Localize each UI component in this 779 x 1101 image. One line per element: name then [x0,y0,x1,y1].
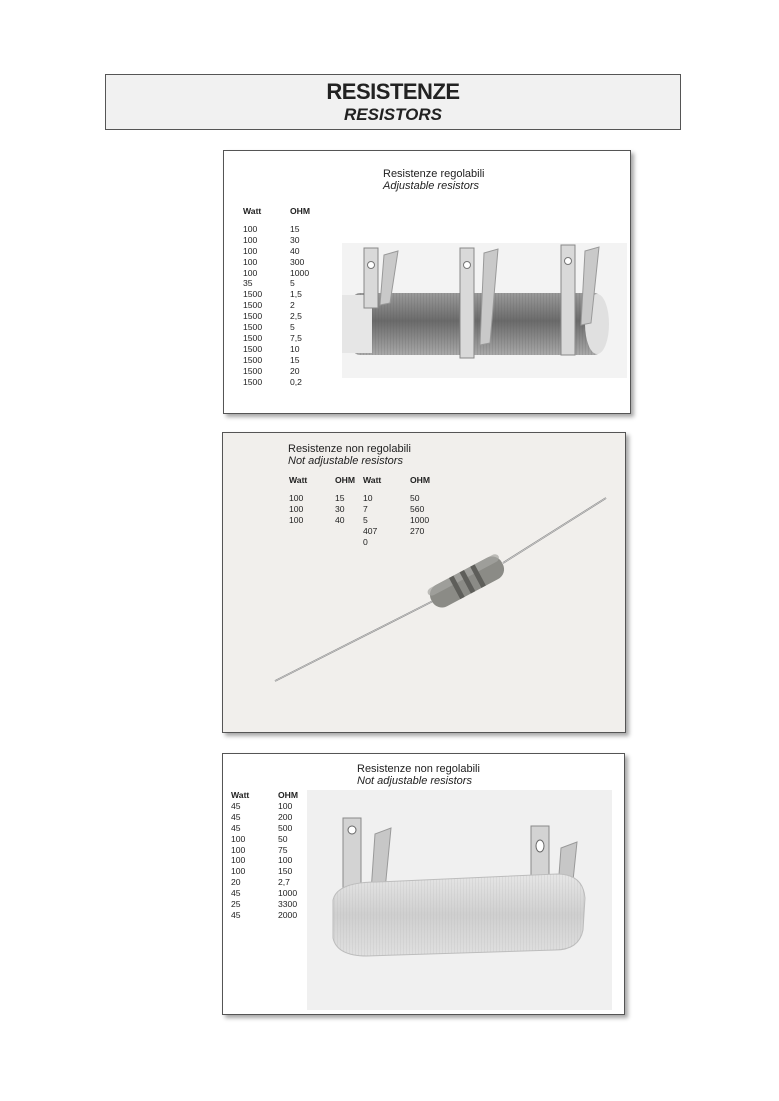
table-cell: 1500 [243,354,263,365]
ohm-column [290,206,310,388]
panel-title: Resistenze non regolabili [288,443,411,455]
table-cell: 15 [335,492,345,503]
table-cell: 1500 [243,343,263,354]
table-cell: 45 [231,888,241,899]
table-cell: 100 [243,267,258,278]
watt-header-2: Watt [363,475,382,485]
table-cell: 45 [231,822,241,833]
table-cell: 7,5 [290,332,302,343]
table-cell: 45 [231,909,241,920]
table-cell: 300 [290,256,305,267]
table-cell: 100 [243,234,258,245]
table-cell: 2,5 [290,311,302,322]
table-cell: 100 [289,503,304,514]
watt-column [243,206,262,388]
table-cell: 35 [243,278,253,289]
table-cell: 100 [231,844,246,855]
panel-title-block [288,443,411,467]
table-cell: 0 [363,536,368,547]
table-cell: 1000 [290,267,310,278]
table-cell: 45 [231,811,241,822]
watt-values [231,801,249,921]
ceramic-resistor-photo [307,790,612,1010]
ohm-header-2: OHM [410,475,431,485]
table-cell: 100 [231,855,246,866]
table-cell: 45 [231,800,241,811]
ohm-values [290,224,310,388]
table-cell: 270 [410,525,425,536]
table-cell: 15 [290,354,300,365]
table-cell: 407 [363,525,378,536]
table-cell: 100 [289,514,304,525]
table-cell: 1,5 [290,289,302,300]
adjustable-resistors-panel [223,150,631,414]
table-cell: 200 [278,811,293,822]
panel-subtitle: Not adjustable resistors [357,775,472,787]
table-cell: 25 [231,899,241,910]
ohm-header-1: OHM [335,475,356,485]
table-cell: 100 [289,492,304,503]
page-header [105,74,681,130]
page-title: RESISTENZE [326,79,460,104]
table-cell: 150 [278,866,293,877]
table-cell: 1500 [243,332,263,343]
ohm-header: OHM [290,206,311,216]
table-cell: 1500 [243,376,263,387]
non-adjustable-resistors-panel-1 [222,432,626,733]
ohm-column [278,790,298,921]
non-adjustable-resistors-panel-2 [222,753,625,1015]
table-cell: 30 [290,234,300,245]
table-cell: 100 [243,223,258,234]
watt-values [243,224,262,388]
table-cell: 1500 [243,311,263,322]
table-cell: 100 [243,256,258,267]
adjustable-resistor-photo [342,243,627,378]
page-subtitle: RESISTORS [344,105,442,124]
table-cell: 560 [410,503,425,514]
table-cell: 5 [290,278,295,289]
table-cell: 1500 [243,322,263,333]
table-cell: 20 [231,877,241,888]
table-cell: 3300 [278,899,298,910]
watt-header: Watt [231,790,250,800]
table-cell: 10 [363,492,373,503]
panel-subtitle: Not adjustable resistors [288,455,403,467]
table-cell: 7 [363,503,368,514]
table-cell: 15 [290,223,300,234]
table-cell: 2000 [278,909,298,920]
table-cell: 2,7 [278,877,290,888]
ohm-header: OHM [278,790,299,800]
table-cell: 40 [290,245,300,256]
table-cell: 2 [290,300,295,311]
table-cell: 30 [335,503,345,514]
table-cell: 1500 [243,300,263,311]
table-cell: 5 [363,514,368,525]
table-cell: 1000 [410,514,430,525]
table-cell: 100 [278,800,293,811]
table-cell: 50 [278,833,288,844]
ohm-values [278,801,298,921]
table-cell: 100 [231,833,246,844]
panel-title: Resistenze non regolabili [357,763,480,775]
table-cell: 100 [243,245,258,256]
panel-title-block [357,763,480,787]
table-cell: 5 [290,322,295,333]
table-cell: 10 [290,343,300,354]
table-cell: 75 [278,844,288,855]
panel-title-block [383,168,485,192]
watt-header-1: Watt [289,475,308,485]
table-cell: 1000 [278,888,298,899]
watt-header: Watt [243,206,262,216]
table-cell: 0,2 [290,376,302,387]
table-cell: 1500 [243,365,263,376]
table-cell: 50 [410,492,420,503]
table-cell: 100 [231,866,246,877]
table-cell: 40 [335,514,345,525]
panel-title: Resistenze regolabili [383,168,485,180]
panel-subtitle: Adjustable resistors [383,180,479,192]
table-cell: 500 [278,822,293,833]
watt-column [231,790,249,921]
table-cell: 100 [278,855,293,866]
table-cell: 20 [290,365,300,376]
table-cell: 1500 [243,289,263,300]
axial-resistor-photo [263,488,613,688]
